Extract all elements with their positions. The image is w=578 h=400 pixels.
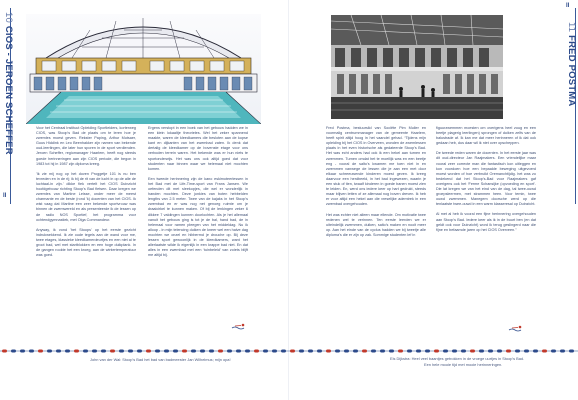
lane-rope-float — [407, 350, 412, 353]
paragraph: Fred Postma, bestuurslid van Sociëte Pim Mulier en voormalig centrummanager van de gemeente Haarlem, heeft spirit altijd hoog in het vaandel gehad. “Tijdens mijn opleiding bij het CIOS in Overveen, wonden de zwemlessen plaats in het even historische als gedateerde Stoop’s Bad. Het was echt anders had ook ik een hekel aan turnen en zwemmen. Turnen omdat het te moeilijk was en een beetje eng - vooral de salto’s kwamen me toen niet in en zwemmen vanwege de lessen die je aan een met door elkaar schreeuwende kinderen moest geven. Ik kreeg daarvoor een herdbeeld, in het bad ingewezen, waarin je een stuk of tien, twaalf kinderen in goede banen moest zien te leiden. En, werd ons iedere keer op hart gedrukt, steeds maar blijven letten of ze allemaal nog boven dreven. Ik heb er voor altijd een hekel aan die vreselijke ademtrek in een zwembad overgehouden. — [326, 126, 426, 207]
lane-rope-float — [569, 350, 574, 353]
lane-rope-float — [83, 350, 88, 353]
paragraph: Voor het Centraal Instituut Opleiding Sportleiders, korterweg CIOS, was Stoop's Bad de plaats om te leren hoe je zwemles moest geven. Rekster Paping, Arthur Mutsaer, Guus Hiddink en Leo Beenhakker zijn namen van bekende oud-leerlingen, die later hun sporen in de sport verdienden. Jeroen Scheffer, regiomanager Haarlem, heeft nog steeds goede herinneringen aan zijn CIOS periode, die begon in 1983 tot hij in 1987 zijn diploma kreeg. — [36, 126, 136, 166]
lane-rope-float — [101, 350, 106, 353]
lane-rope-float — [218, 350, 223, 353]
lane-rope-float — [47, 350, 52, 353]
lane-rope-float — [191, 350, 196, 353]
lane-rope-float — [290, 350, 295, 353]
lane-rope-float — [56, 350, 61, 353]
paragraph: Het was echter niet alleen maar ellende. Om motivatie twee redenen wel te verinnen. Ten eerste leerden we er uiteindelijk zwemmen, duiken, salto’s maken en nooit meer op. Aan het einde van de cyclus hadden we bij tweetje alle diploma’s die er zijn op zak. Sommige studenten lef in — [326, 212, 426, 237]
lane-rope-float — [209, 350, 214, 353]
lane-rope-float — [416, 350, 421, 353]
lane-rope-float — [20, 350, 25, 353]
paragraph: Ergens verstopt in een boek van het gebouw hadden we in een klein lokaaltje theorieles. Wel het zeker spannend maakte, waren de kleedkamers die besloten aan de kopse kant en dijkanten van het zwembad zaten. Ik denk dat dertalig de kleedkamer op de bovenste etage voor ons verboden terrein waren. Het bekende was er hun niets te sportonderwijs. Het was ons ook altijd goed dat voor studenten naar binnen waar we helemaal niet mochten komen. — [148, 126, 248, 171]
lane-rope-float — [308, 350, 313, 353]
pool-illustration — [26, 14, 261, 124]
paragraph: Al met al heb ik vooral een fijne herinnering overgehouden aan Stoop’s Bad. Iedere keer als ik in de buurt ben (en dat geldt ook voor Duinzicht) word ik terug geslingerd naar die fijne en befaamde jaren op het CIOS Overveen.” — [436, 212, 536, 232]
lane-rope-float — [236, 350, 241, 353]
lane-rope-float — [380, 350, 385, 353]
lane-rope-float — [398, 350, 403, 353]
lane-rope-float — [326, 350, 331, 353]
paragraph: De tweede reden waren de docenten. In het eerste jaar was dit oud-directeur Jan Raajmakers. Een vriendelijke maar vooral zeer correcte man die fantastisch kon uitleggen en kon voordoen hoe een bepaalde beweging uitgevoerd moest worden of hoe verbruikt Oremanchtijdig. het was zo bedekend dat het Stoop’s-Bad voor Raajmakers gaf overigens ook het ‘Ferme Schansijke (opvoeding en sport’. Die lat kregen we van het eind van de dag, tal twee-ouwd groepsleermen, met strammen heen. Voor temin, twee ouwd zwemmen. Manegem doorsche werd op die tenlaatste twee-ouwd in een warm klasseresal op Duinzicht. — [436, 151, 536, 207]
lane-rope-float — [470, 350, 475, 353]
double-bar-icon: II — [3, 193, 7, 199]
lane-rope-float — [479, 350, 484, 353]
lane-rope-float — [146, 350, 151, 353]
right-caption-line-1: Els Dijkstra: Heel veel baantjes getrokken in de vroege uurtjes in Stoop's Bad. — [390, 356, 525, 361]
lane-rope-float — [29, 350, 34, 353]
double-bar-icon: II — [566, 3, 570, 9]
page-gutter — [288, 0, 289, 400]
lane-rope-float — [65, 350, 70, 353]
lane-rope-float — [11, 350, 16, 353]
paragraph: Een tweede herinnering zijn de kano eskimoteerlessen in het Bad met de Life-Time-sport van Frans Jansen. We oefenden dit met sleekopjes, die wel er wonderlijk in handen mochten. Deze jonkies van boten hebbelden lengths van 2.5 meter. Twee van de kajaks in het Stoop's zwembad en er was nog net genoeg ruimte om je draaicirkel te kunnen maken. Of bij de lenkingen zeker 6 dikkee 7 valdingen kunnen doorlochten. Als je het allemaal vanuit het gebouw ging is tot je de bal, hand bad, de in helemaal voor ramen pleegen van het middeldag. Nu ik alloop - in mijn telencing duiken de kneer wel een halve dag mochten we onzel en hibbermd je drouche op. Bij deze lessen sport gewoonlijk in de kleedkamers, want het allerlaatste wilde ik eigenlijk in een krappe bad niet. En dat alles in een zwembad met een ‘tuinbeleid’ van zoiets blijft me altijd bij. — [148, 176, 248, 258]
lane-rope-float — [461, 350, 466, 353]
lane-rope-float — [353, 350, 358, 353]
lane-rope-float — [137, 350, 142, 353]
lane-rope-float — [182, 350, 187, 353]
lane-rope-float — [200, 350, 205, 353]
left-page-number: 10 — [3, 12, 14, 23]
lane-rope-float — [443, 350, 448, 353]
left-section-title: CIOS - JEROEN SCHEFFER — [3, 25, 14, 155]
swimmer-icon — [508, 325, 524, 332]
lane-rope-float — [92, 350, 97, 353]
paragraph: Anyway, ik vond 'het Stoops' op het eerste gezicht indrukwekkend. Ik zie oude tegels aan de wand voor me, twee etages, klassieke kleedkamerdeurtjes en een niet al te groot bad, wel met startblokken en een hoge duikplank. In de gangen rookte het een kroeg, aan de wintertemperatuur was goed. — [36, 227, 136, 258]
lane-rope-float — [488, 350, 493, 353]
lane-rope-divider — [0, 346, 578, 356]
left-column-2 — [148, 126, 248, 263]
historic-pool-photo — [331, 15, 503, 119]
right-column-1 — [326, 126, 426, 243]
right-side-title — [566, 22, 577, 106]
lane-rope-float — [254, 350, 259, 353]
lane-rope-float — [389, 350, 394, 353]
left-side-title — [3, 12, 14, 155]
lane-rope-float — [74, 350, 79, 353]
lane-rope-float — [560, 350, 565, 353]
lane-rope-float — [119, 350, 124, 353]
lane-rope-float — [164, 350, 169, 353]
lane-rope-float — [434, 350, 439, 353]
lane-rope-float — [524, 350, 529, 353]
lane-rope-float — [533, 350, 538, 353]
right-section-title: FRED POSTMA — [566, 35, 577, 107]
lane-rope-float — [515, 350, 520, 353]
lane-rope-float — [362, 350, 367, 353]
lane-rope-float — [497, 350, 502, 353]
paragraph: figuurzwemmen moesten om overigens heel zoug en een beetje plagerig leerlingen) sprongen of duiken zelfs van de balustrade af. Ik kan me dat meer herinneren of ik dat ook gedaan heb, dus daar wil ik niet over opscheppen. — [436, 126, 536, 146]
lane-rope-float — [452, 350, 457, 353]
lane-rope-float — [155, 350, 160, 353]
lane-rope-float — [2, 350, 7, 353]
lane-rope-float — [173, 350, 178, 353]
lane-rope-float — [227, 350, 232, 353]
left-column-1 — [36, 126, 136, 263]
lane-rope-float — [542, 350, 547, 353]
lane-rope-float — [506, 350, 511, 353]
paragraph: 'Ik zie mij nog op het doven Proggetje 101 is nu ben tevreden en in de rij; ik bij de rit van de lucht in op de alle de luchtaal-in zijn.’ dikke fiek vertelt het CIOS Duinzicht hoofdgebouw richting Stoop's Bad fietsen. Daar kregen we zwemles van Martine Leisse, onder meer de meest charmante en de beste (rond 'k) docenten van het CIOS. Ik wist vaag dat Martine een zeer bekende sportvrouw was binnen de zwemwereld en als presenteerde ik de lessen op de radio NOS Sportief, het programma voor ochtendgymnastiek, met Olga Commandeur. — [36, 171, 136, 222]
lane-rope-float — [128, 350, 133, 353]
lane-rope-float — [281, 350, 286, 353]
left-caption: John van der Wal: Stoop's Bad het bad van badmeester Jan Wilhelmus; mijn opa! — [90, 357, 231, 362]
lane-rope-float — [344, 350, 349, 353]
lane-rope-float — [38, 350, 43, 353]
lane-rope-float — [272, 350, 277, 353]
lane-rope-float — [317, 350, 322, 353]
lane-rope-float — [110, 350, 115, 353]
swimmer-icon — [231, 323, 247, 330]
lane-rope-float — [425, 350, 430, 353]
lane-rope-float — [263, 350, 268, 353]
right-column-2 — [436, 126, 536, 238]
right-caption-line-2: Een hele mooie tijd met mooie herinneringen. — [424, 362, 503, 367]
lane-rope-float — [335, 350, 340, 353]
lane-rope-float — [371, 350, 376, 353]
right-page-number: 11 — [566, 22, 577, 33]
lane-rope-float — [245, 350, 250, 353]
lane-rope-float — [551, 350, 556, 353]
lane-rope-float — [299, 350, 304, 353]
